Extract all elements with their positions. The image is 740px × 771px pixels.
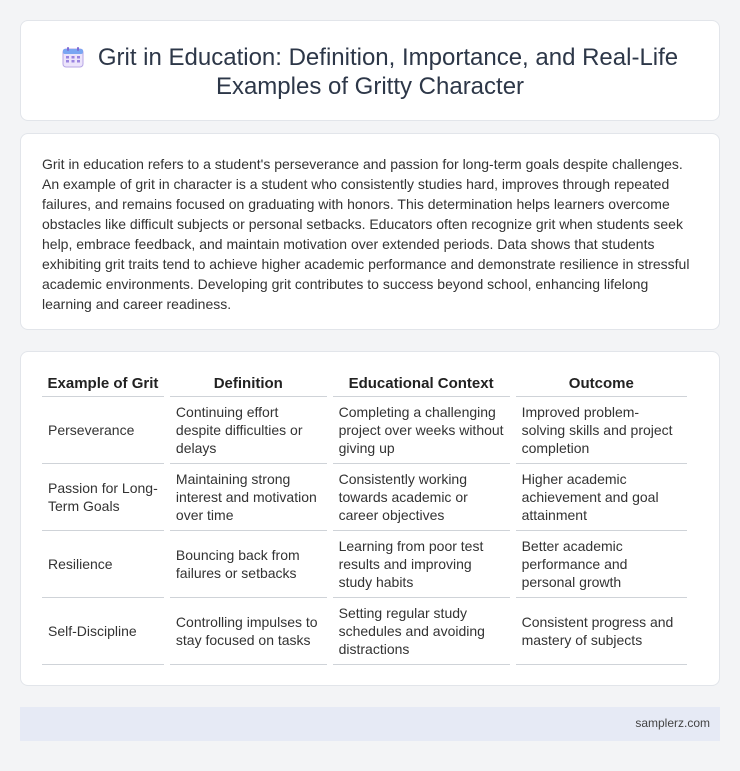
table-cell: Learning from poor test results and improving study habits bbox=[333, 531, 510, 598]
table-cell: Completing a challenging project over weeks without giving up bbox=[333, 397, 510, 464]
title-card bbox=[20, 20, 720, 121]
table-row bbox=[42, 397, 687, 464]
calendar-icon bbox=[62, 46, 84, 68]
table-cell: Controlling impulses to stay focused on tasks bbox=[170, 598, 327, 665]
table-cell: Maintaining strong interest and motivation over time bbox=[170, 464, 327, 531]
column-header: Example of Grit bbox=[42, 371, 164, 397]
table-row bbox=[42, 464, 687, 531]
table-header-row bbox=[42, 371, 687, 397]
table-row bbox=[42, 598, 687, 665]
table-cell: Self-Discipline bbox=[42, 598, 164, 665]
table-cell: Higher academic achievement and goal attainment bbox=[516, 464, 687, 531]
column-header: Educational Context bbox=[333, 371, 510, 397]
column-header: Outcome bbox=[516, 371, 687, 397]
page-title bbox=[61, 43, 679, 101]
table-row bbox=[42, 531, 687, 598]
table-cell: Consistently working towards academic or career objectives bbox=[333, 464, 510, 531]
table-cell: Perseverance bbox=[42, 397, 164, 464]
table-cell: Resilience bbox=[42, 531, 164, 598]
table-cell: Setting regular study schedules and avoiding distractions bbox=[333, 598, 510, 665]
column-header: Definition bbox=[170, 371, 327, 397]
footer bbox=[20, 707, 720, 741]
page-title-text: Grit in Education: Definition, Importance, and Real-Life Examples of Gritty Character bbox=[97, 44, 679, 100]
summary-card bbox=[20, 133, 720, 330]
footer-site-link[interactable]: samplerz.com bbox=[635, 716, 710, 730]
table-cell: Improved problem-solving skills and project completion bbox=[516, 397, 687, 464]
table-cell: Passion for Long-Term Goals bbox=[42, 464, 164, 531]
table-card bbox=[20, 351, 720, 686]
table-cell: Better academic performance and personal growth bbox=[516, 531, 687, 598]
table-cell: Bouncing back from failures or setbacks bbox=[170, 531, 327, 598]
table-cell: Consistent progress and mastery of subjects bbox=[516, 598, 687, 665]
summary-text: Grit in education refers to a student's perseverance and passion for long-term goals despite challenges. An example of grit in character is a student who consistently studies hard, improves through repeated failures, and remains focused on graduating with honors. This determination helps learners overcome obstacles like difficult subjects or personal setbacks. Educators often recognize grit when students seek help, embrace feedback, and maintain motivation over extended periods. Data shows that students exhibiting grit traits tend to achieve higher academic performance and demonstrate resilience in stressful academic environments. Developing grit contributes to success beyond school, enhancing lifelong learning and career readiness. bbox=[42, 156, 690, 312]
title-wrap bbox=[61, 43, 679, 101]
table-cell: Continuing effort despite difficulties or delays bbox=[170, 397, 327, 464]
grit-table bbox=[36, 371, 693, 665]
